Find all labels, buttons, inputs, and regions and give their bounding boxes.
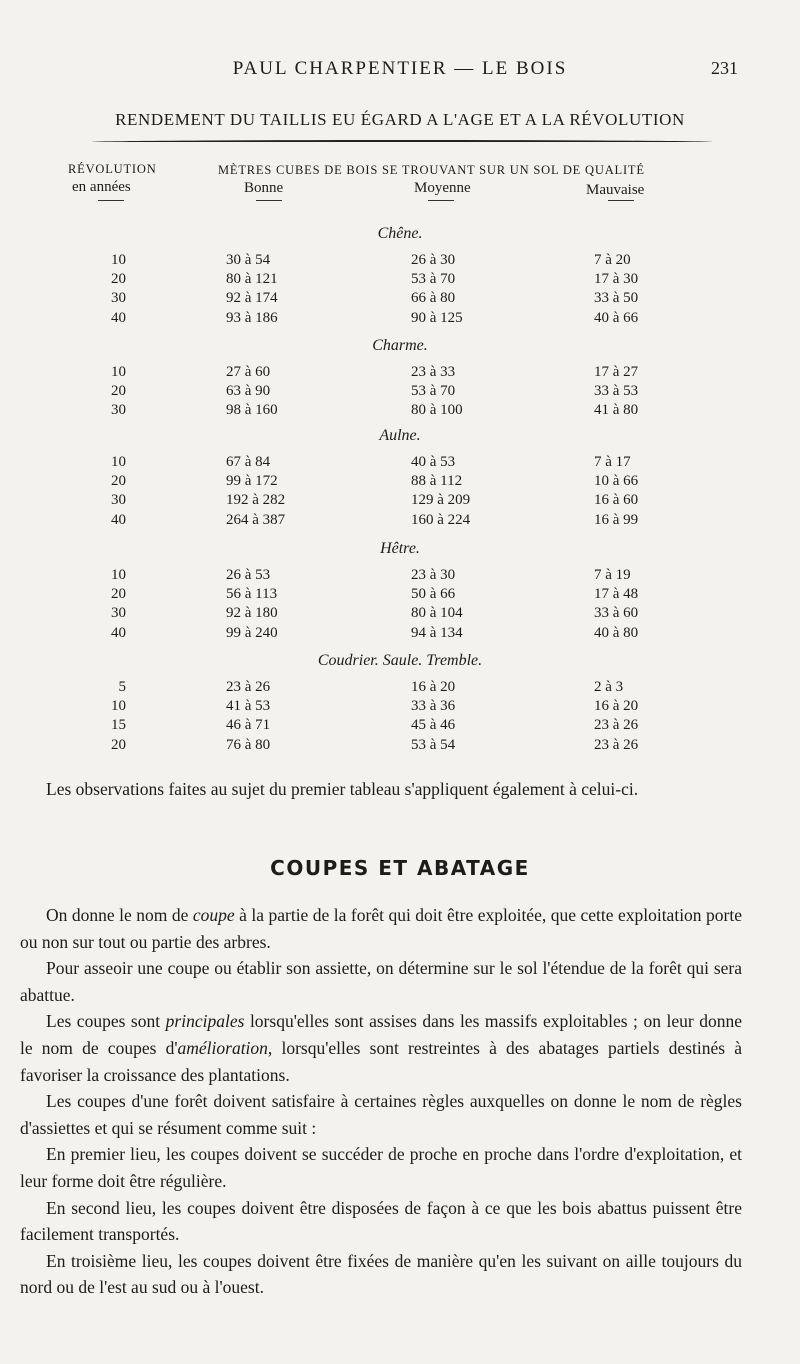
header-moyenne: Moyenne: [414, 180, 471, 196]
mauvaise-cell: 17 à 27: [594, 364, 639, 380]
moyenne-cell: 80 à 104: [411, 605, 463, 622]
bonne-cell: 56 à 113: [226, 586, 278, 603]
paragraph-second-lieu: En second lieu, les coupes doivent être disposées de façon à ce que les bois abattus puissent être facilement transportés.: [20, 1197, 742, 1245]
mauvaise-cell: 23 à 26: [594, 717, 639, 734]
revolution-cell: 30: [111, 492, 126, 509]
table-title: RENDEMENT DU TAILLIS EU ÉGARD A L'AGE ET A LA RÉVOLUTION: [115, 110, 685, 129]
header-quality-group: MÈTRES CUBES DE BOIS SE TROUVANT SUR UN SOL DE QUALITÉ: [218, 163, 645, 177]
header-revolution: RÉVOLUTION: [68, 162, 157, 176]
revolution-cell: 40: [111, 511, 126, 528]
bonne-cell: 264 à 387: [226, 511, 286, 528]
bonne-cell: 41 à 53: [226, 698, 271, 715]
moyenne-cell: 90 à 125: [411, 309, 463, 326]
moyenne-cell: 50 à 66: [411, 586, 456, 603]
revolution-cell: 20: [111, 736, 126, 753]
page-number: 231: [711, 58, 738, 78]
header-dash: [98, 200, 124, 201]
table-row: [0, 402, 800, 424]
revolution-cell: 10: [111, 698, 126, 715]
species-section-title: Charme.: [372, 337, 428, 354]
bonne-cell: 93 à 186: [226, 309, 278, 326]
revolution-cell: 10: [111, 567, 126, 583]
mauvaise-cell: 41 à 80: [594, 402, 639, 419]
header-bonne: Bonne: [244, 180, 284, 196]
paragraph-coupe: On donne le nom de coupe à la partie de la forêt qui doit être exploitée, que cette exploitation porte ou non sur tout ou partie des arbres.: [20, 905, 742, 952]
mauvaise-cell: 40 à 66: [594, 309, 639, 326]
mauvaise-cell: 33 à 60: [594, 605, 639, 622]
mauvaise-cell: 23 à 26: [594, 736, 639, 753]
bonne-cell: 98 à 160: [226, 402, 278, 419]
mauvaise-cell: 33 à 53: [594, 383, 639, 400]
moyenne-cell: 53 à 54: [411, 736, 456, 753]
species-section-title: Chêne.: [377, 225, 423, 242]
moyenne-cell: 40 à 53: [411, 454, 456, 470]
table-row: [0, 625, 800, 647]
revolution-cell: 40: [111, 624, 126, 641]
running-head: [0, 58, 800, 82]
mauvaise-cell: 7 à 19: [594, 567, 631, 583]
observation-paragraph: [20, 776, 742, 803]
bonne-cell: 76 à 80: [226, 736, 271, 753]
revolution-cell: 10: [111, 364, 126, 380]
revolution-cell: 15: [111, 717, 126, 734]
revolution-cell: 20: [111, 473, 126, 490]
revolution-cell: 30: [111, 605, 126, 622]
moyenne-cell: 160 à 224: [411, 511, 471, 528]
bonne-cell: 46 à 71: [226, 717, 271, 734]
mauvaise-cell: 16 à 20: [594, 698, 639, 715]
revolution-cell: 20: [111, 271, 126, 288]
bonne-cell: 27 à 60: [226, 364, 271, 380]
body-text: [20, 902, 742, 1301]
mauvaise-cell: 7 à 17: [594, 454, 631, 470]
paragraph-premier-lieu: En premier lieu, les coupes doivent se succéder de proche en proche dans l'ordre d'exploitation, et leur forme doit être régulière.: [20, 1144, 742, 1191]
revolution-cell: 10: [111, 454, 126, 470]
paragraph-regles: Les coupes d'une forêt doivent satisfaire à certaines règles auxquelles on donne le nom de règles d'assiettes et qui se résument comme suit :: [20, 1091, 742, 1138]
moyenne-cell: 66 à 80: [411, 290, 456, 307]
header-revolution-sub: en années: [72, 179, 131, 195]
header-dash: [428, 200, 454, 201]
revolution-cell: 30: [111, 290, 126, 307]
bonne-cell: 92 à 180: [226, 605, 278, 622]
moyenne-cell: 94 à 134: [411, 624, 463, 641]
mauvaise-cell: 10 à 66: [594, 473, 639, 490]
bonne-cell: 99 à 240: [226, 624, 278, 641]
observation-text: Les observations faites au sujet du premier tableau s'appliquent également à celui-ci.: [46, 779, 639, 799]
mauvaise-cell: 17 à 48: [594, 586, 639, 603]
revolution-cell: 20: [111, 586, 126, 603]
species-section-title: Aulne.: [379, 427, 421, 444]
revolution-cell: 20: [111, 383, 126, 400]
header-dash: [608, 200, 634, 201]
mauvaise-cell: 17 à 30: [594, 271, 639, 288]
moyenne-cell: 23 à 33: [411, 364, 456, 380]
mauvaise-cell: 7 à 20: [594, 252, 631, 268]
mauvaise-cell: 16 à 99: [594, 511, 639, 528]
table-row: [0, 310, 800, 332]
moyenne-cell: 129 à 209: [411, 492, 471, 509]
bonne-cell: 30 à 54: [226, 252, 271, 268]
paragraph-troisieme-lieu: En troisième lieu, les coupes doivent être fixées de manière qu'en les suivant on aille toujours du nord ou de l'est au sud ou à l'ouest.: [20, 1250, 742, 1298]
bonne-cell: 80 à 121: [226, 271, 278, 288]
running-title: PAUL CHARPENTIER — LE BOIS: [232, 58, 568, 79]
species-section-title: Coudrier. Saule. Tremble.: [317, 652, 483, 669]
revolution-cell: 40: [111, 309, 126, 326]
moyenne-cell: 45 à 46: [411, 717, 456, 734]
paragraph-assiette: Pour asseoir une coupe ou établir son assiette, on détermine sur le sol l'étendue de la forêt qui sera abattue.: [20, 958, 742, 1005]
moyenne-cell: 16 à 20: [411, 679, 456, 695]
mauvaise-cell: 2 à 3: [594, 679, 624, 695]
bonne-cell: 99 à 172: [226, 473, 278, 490]
bonne-cell: 23 à 26: [226, 679, 271, 695]
revolution-cell: 30: [111, 402, 126, 419]
species-section-title: Hêtre.: [380, 540, 420, 557]
header-dash: [256, 200, 282, 201]
paragraph-principales: Les coupes sont principales lorsqu'elles sont assises dans les massifs exploitables ; on leur donne le nom de coupes d'amélioration, lorsqu'elles sont restreintes à des abatages partiels destinés à favoriser la croissance des plantations.: [20, 1011, 742, 1085]
mauvaise-cell: 40 à 80: [594, 624, 639, 641]
bonne-cell: 192 à 282: [226, 492, 286, 509]
bonne-cell: 26 à 53: [226, 567, 271, 583]
mauvaise-cell: 16 à 60: [594, 492, 639, 509]
revolution-cell: 10: [111, 252, 126, 268]
moyenne-cell: 53 à 70: [411, 271, 456, 288]
moyenne-cell: 23 à 30: [411, 567, 456, 583]
moyenne-cell: 53 à 70: [411, 383, 456, 400]
moyenne-cell: 88 à 112: [411, 473, 463, 490]
bonne-cell: 63 à 90: [226, 383, 271, 400]
table-row: [0, 737, 800, 759]
header-mauvaise: Mauvaise: [586, 182, 645, 198]
revolution-cell: 5: [118, 679, 126, 695]
bonne-cell: 67 à 84: [226, 454, 271, 470]
moyenne-cell: 33 à 36: [411, 698, 456, 715]
title-rule: [92, 140, 712, 144]
moyenne-cell: 26 à 30: [411, 252, 456, 268]
section-heading: COUPES ET ABATAGE: [270, 856, 530, 880]
mauvaise-cell: 33 à 50: [594, 290, 639, 307]
bonne-cell: 92 à 174: [226, 290, 278, 307]
table-row: [0, 512, 800, 534]
moyenne-cell: 80 à 100: [411, 402, 463, 419]
